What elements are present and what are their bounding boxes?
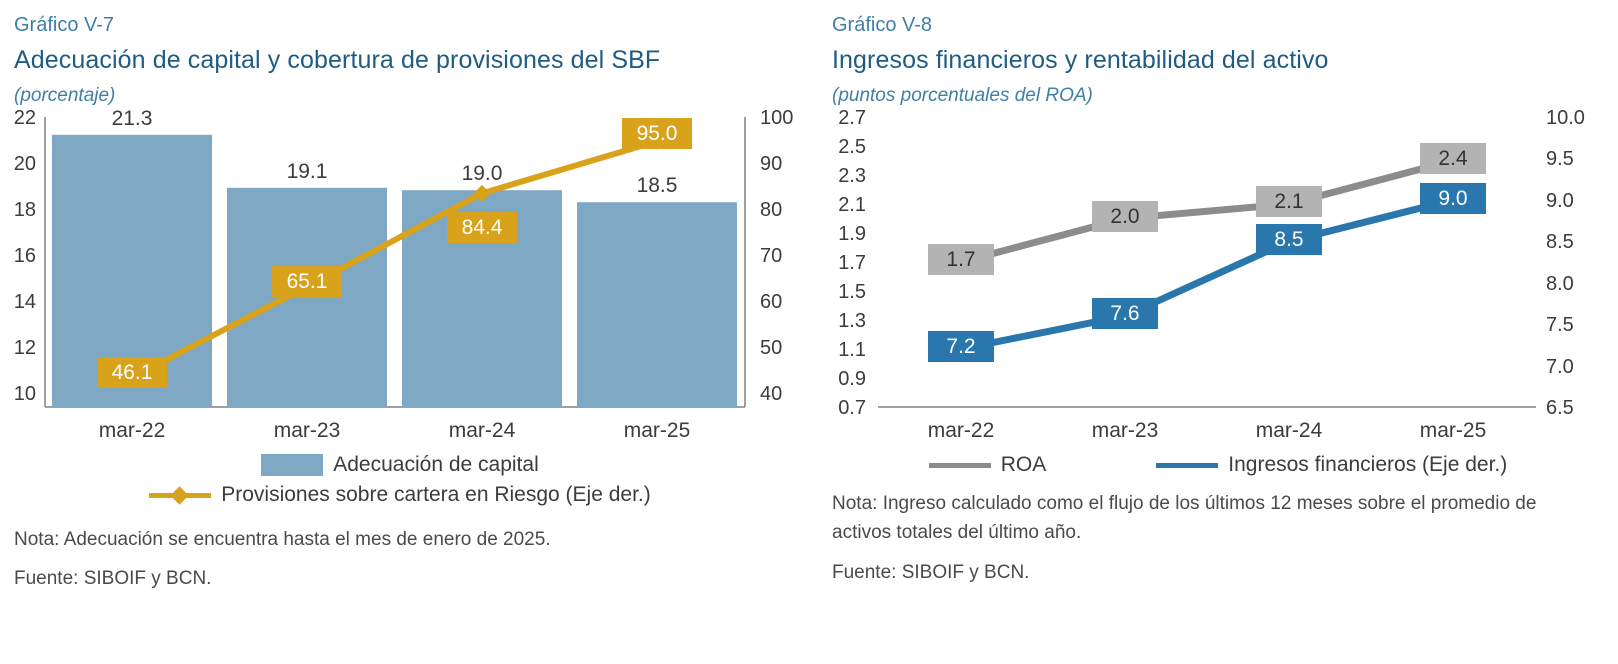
value-badge-label: 9.0 <box>1438 187 1468 210</box>
bar-swatch-icon <box>261 454 323 476</box>
value-badge-label: 65.1 <box>286 270 328 293</box>
left-legend <box>0 453 800 507</box>
y-tick: 0.7 <box>838 397 866 419</box>
y2-tick: 9.5 <box>1546 148 1574 170</box>
line-path <box>961 200 1453 349</box>
right-page-title: Ingresos financieros y rentabilidad del activo <box>832 46 1329 74</box>
right-line-ingresos <box>961 200 1453 349</box>
note-text: Nota: Ingreso calculado como el flujo de los últimos 12 meses sobre el promedio de activos totales del último año. <box>832 493 1537 544</box>
y-tick: 1.5 <box>838 281 866 303</box>
y2-tick: 7.5 <box>1546 314 1574 336</box>
y2-tick: 7.0 <box>1546 356 1574 378</box>
left-notes <box>0 525 800 594</box>
y2-tick: 8.5 <box>1546 231 1574 253</box>
value-badge-label: 84.4 <box>461 216 503 239</box>
roa-line-swatch-icon <box>929 454 991 476</box>
chart-panel-right <box>818 0 1618 664</box>
legend-label: ROA <box>1000 453 1047 476</box>
left-plot <box>0 107 800 507</box>
y-tick: 2.7 <box>838 107 866 129</box>
note-text: Nota: Adecuación se encuentra hasta el mes de enero de 2025. <box>14 529 551 550</box>
y2-tick: 90 <box>760 153 783 175</box>
y-tick: 1.1 <box>838 339 866 361</box>
legend-item-adecuacion <box>0 453 800 477</box>
value-badge-label: 95.0 <box>636 122 678 145</box>
right-x-axis <box>928 419 1487 442</box>
legend-label: Provisiones sobre cartera en Riesgo (Eje der.) <box>221 483 651 506</box>
right-y-axis <box>838 107 866 419</box>
line-swatch-icon <box>149 484 211 506</box>
right-y2-axis <box>1546 107 1585 419</box>
x-tick: mar-24 <box>448 419 516 442</box>
y-tick: 1.3 <box>838 310 866 332</box>
legend-label: Ingresos financieros (Eje der.) <box>1228 453 1508 476</box>
y2-tick: 50 <box>760 337 783 359</box>
y-tick: 14 <box>13 291 36 313</box>
value-badge-label: 7.6 <box>1110 302 1140 325</box>
y2-tick: 6.5 <box>1546 397 1574 419</box>
y2-tick: 8.0 <box>1546 273 1574 295</box>
bar-label: 19.0 <box>461 162 503 185</box>
right-figure-label: Gráfico V-8 <box>832 14 933 36</box>
right-legend <box>818 453 1618 477</box>
y-tick: 18 <box>13 199 36 221</box>
ingresos-line-swatch-icon <box>1156 454 1218 476</box>
value-badge-label: 2.0 <box>1110 205 1140 228</box>
left-subtitle: (porcentaje) <box>14 85 116 106</box>
y-tick: 10 <box>13 383 36 405</box>
x-tick: mar-23 <box>273 419 341 442</box>
right-header <box>818 0 1618 107</box>
right-subtitle: (puntos porcentuales del ROA) <box>832 85 1093 106</box>
value-badge-label: 46.1 <box>111 361 153 384</box>
right-chart-svg <box>818 107 1618 447</box>
left-figure-label: Gráfico V-7 <box>14 14 115 36</box>
y-tick: 12 <box>13 337 36 359</box>
left-y2-axis <box>760 107 793 405</box>
source-text: Fuente: SIBOIF y BCN. <box>832 561 1030 583</box>
right-legend-row <box>818 453 1618 477</box>
x-tick: mar-22 <box>927 419 995 442</box>
x-tick: mar-24 <box>1255 419 1323 442</box>
bar-mar-23 <box>227 188 387 407</box>
bar-label: 21.3 <box>111 107 153 130</box>
left-header <box>0 0 800 107</box>
legend-label: Adecuación de capital <box>333 453 539 476</box>
y2-tick: 100 <box>760 107 794 129</box>
x-tick: mar-25 <box>623 419 691 442</box>
right-notes <box>818 489 1618 587</box>
y2-tick: 40 <box>760 383 783 405</box>
value-badge-label: 2.1 <box>1274 190 1304 213</box>
x-tick: mar-23 <box>1091 419 1159 442</box>
left-page-title: Adecuación de capital y cobertura de provisiones del SBF <box>14 46 661 74</box>
y2-tick: 9.0 <box>1546 190 1574 212</box>
y2-tick: 10.0 <box>1546 107 1585 129</box>
legend-item-provisiones <box>0 483 800 507</box>
left-x-axis <box>99 419 691 442</box>
line-path <box>961 161 1453 263</box>
bar-label: 18.5 <box>636 174 678 197</box>
bar-label: 19.1 <box>286 160 328 183</box>
y-tick: 1.9 <box>838 223 866 245</box>
y-tick: 20 <box>13 153 36 175</box>
left-chart-svg <box>0 107 800 447</box>
y-tick: 2.1 <box>838 194 866 216</box>
source-text: Fuente: SIBOIF y BCN. <box>14 568 212 590</box>
y2-tick: 60 <box>760 291 783 313</box>
y-tick: 16 <box>13 245 36 267</box>
y-tick: 0.9 <box>838 368 866 390</box>
left-y-axis <box>14 107 36 405</box>
chart-panel-left <box>0 0 800 664</box>
right-plot <box>818 107 1618 477</box>
y2-tick: 70 <box>760 245 783 267</box>
bar-mar-25 <box>577 202 737 407</box>
value-badge-label: 7.2 <box>946 335 976 358</box>
y-tick: 22 <box>13 107 36 129</box>
right-line-roa <box>961 161 1453 263</box>
y-tick: 2.5 <box>838 136 866 158</box>
y-tick: 2.3 <box>838 165 866 187</box>
value-badge-label: 2.4 <box>1438 147 1468 170</box>
x-tick: mar-22 <box>98 419 166 442</box>
value-badge-label: 8.5 <box>1274 228 1304 251</box>
y-tick: 1.7 <box>838 252 866 274</box>
value-badge-label: 1.7 <box>946 248 976 271</box>
y2-tick: 80 <box>760 199 783 221</box>
x-tick: mar-25 <box>1419 419 1487 442</box>
